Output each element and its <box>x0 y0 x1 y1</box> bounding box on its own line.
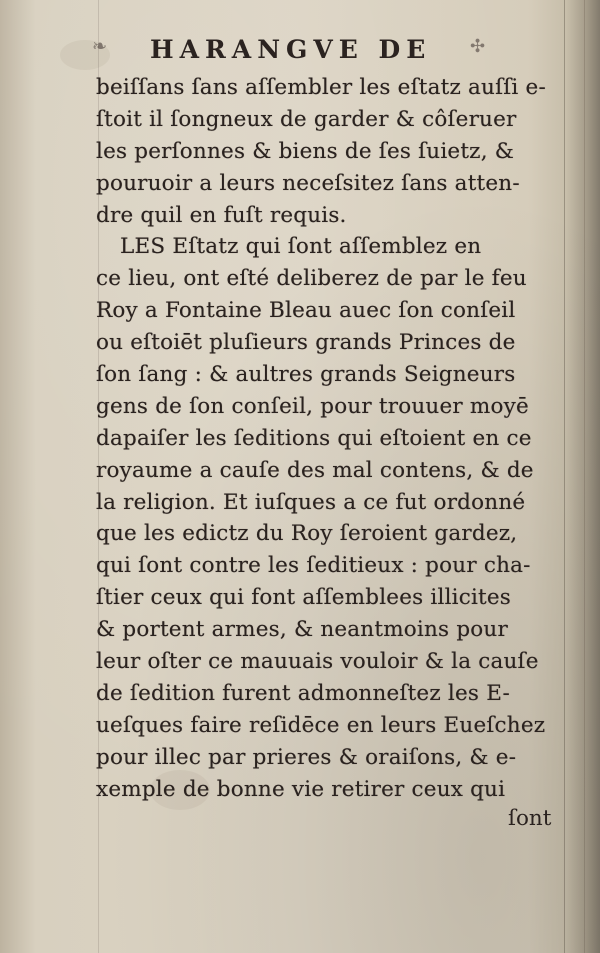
binding-shadow <box>566 0 600 953</box>
text-line: pour illec par prieres & oraiſons, & e- <box>96 744 517 770</box>
text-line: de ſedition furent admonneſtez les E- <box>96 680 510 706</box>
text-line: ſtoit il ſongneux de garder & côſeruer <box>96 106 517 132</box>
text-line: beiſſans ſans aſſembler les eſtatz auſſi e- <box>96 75 546 100</box>
text-line: pouruoir a leurs neceſsitez ſans atten- <box>96 170 520 196</box>
text-line: que les edictz du Roy ſeroient gardez, <box>96 521 518 547</box>
text-line: leur oſter ce mauuais vouloir & la cauſe <box>96 649 539 675</box>
text-line: Roy a Fontaine Bleau auec ſon conſeil <box>96 298 516 324</box>
text-line: qui ſont contre les ſeditieux : pour cha- <box>96 553 531 579</box>
ornament-mark: ❧ <box>92 36 108 57</box>
text-line: dre quil en fuſt requis. <box>96 202 347 228</box>
text-line: la religion. Et iuſques a ce fut ordonné <box>96 489 526 515</box>
text-line: ce lieu, ont eſté deliberez de par le feu <box>96 266 527 292</box>
text-line: gens de ſon conſeil, pour trouuer moyē <box>96 393 529 419</box>
running-title: HARANGVE DE <box>150 34 432 64</box>
text-line: ſon ſang : & aultres grands Seigneurs <box>96 362 516 388</box>
text-line: LES Eſtatz qui ſont aſſemblez en <box>120 234 482 260</box>
text-line: ou eſtoiēt pluſieurs grands Princes de <box>96 330 516 356</box>
text-line: & portent armes, & neantmoins pour <box>96 617 508 643</box>
text-line: les perſonnes & biens de ſes ſuietz, & <box>96 138 515 164</box>
text-line: dapaiſer les ſeditions qui eſtoient en ce <box>96 425 532 451</box>
text-line: royaume a cauſe des mal contens, & de <box>96 457 534 483</box>
body-text <box>96 72 566 805</box>
text-line: ueſques faire reſidēce en leurs Eueſchez <box>96 712 546 738</box>
text-line: ſtier ceux qui font aſſemblees illicites <box>96 585 512 611</box>
text-line: xemple de bonne vie retirer ceux qui <box>96 776 506 802</box>
page-edge-line <box>584 0 585 953</box>
catchword: ſont <box>508 806 552 831</box>
ornament-mark: ✣ <box>470 36 486 57</box>
running-header <box>150 30 510 68</box>
